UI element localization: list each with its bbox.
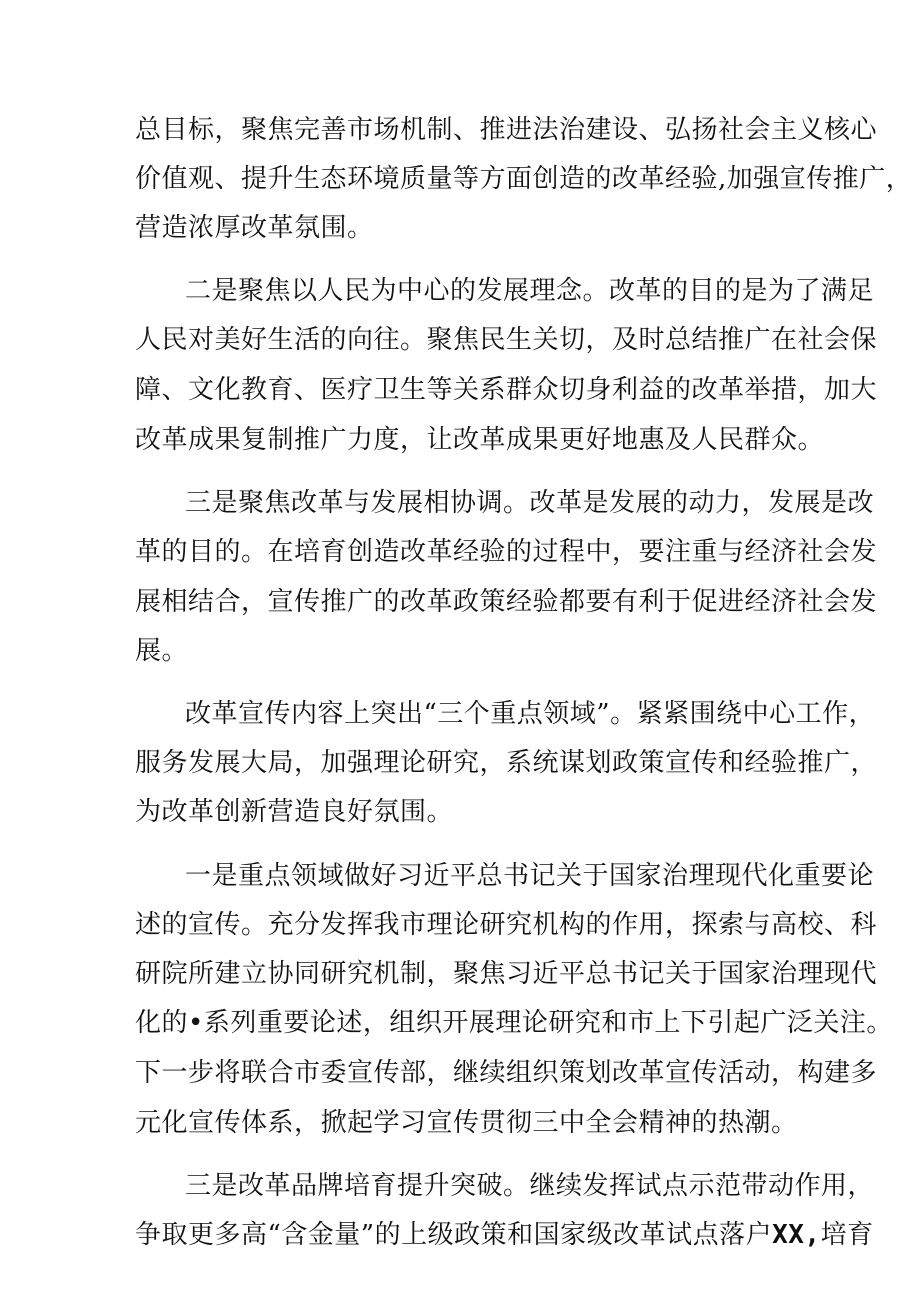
text-line: 营造浓厚改革氛围。	[135, 213, 374, 243]
text-line: 障、文化教育、医疗卫生等关系群众切身利益的改革举措，加大	[135, 375, 878, 405]
text-line: 为改革创新营造良好氛围。	[135, 797, 454, 827]
text-line: 三是改革品牌培育提升突破。继续发挥试点示范带动作用，	[185, 1171, 875, 1201]
text-line: 三是聚焦改革与发展相协调。改革是发展的动力，发展是改	[185, 488, 875, 518]
text-line: 述的宣传。充分发挥我市理论研究机构的作用，探索与高校、科	[135, 910, 878, 940]
text-segment: 培育	[820, 1220, 874, 1250]
text-line: 下一步将联合市委宣传部，继续组织策划改革宣传活动，构建多	[135, 1058, 878, 1088]
text-line: 改革宣传内容上突出“三个重点领域”。紧紧围绕中心工作，	[185, 699, 876, 729]
text-segment: 争取更多高“含金量”的上级政策和国家级改革试点落户	[135, 1220, 773, 1250]
text-line-final	[135, 1218, 874, 1252]
text-line: 一是重点领域做好习近平总书记关于国家治理现代化重要论	[185, 861, 875, 891]
placeholder-xx: XX,	[772, 1220, 821, 1250]
text-line: 服务发展大局，加强理论研究，系统谋划政策宣传和经验推广，	[135, 748, 878, 778]
text-line: 展。	[135, 636, 189, 666]
text-line: 改革成果复制推广力度，让改革成果更好地惠及人民群众。	[135, 425, 825, 455]
text-line: 总目标，聚焦完善市场机制、推进法治建设、弘扬社会主义核心	[135, 115, 878, 145]
text-line: 化的•系列重要论述，组织开展理论研究和市上下引起广泛关注。	[135, 1008, 893, 1038]
text-line: 二是聚焦以人民为中心的发展理念。改革的目的是为了满足	[185, 276, 875, 306]
text-line: 元化宣传体系，掀起学习宣传贯彻三中全会精神的热潮。	[135, 1108, 798, 1138]
text-line: 价值观、提升生态环境质量等方面创造的改革经验,加强宣传推广，	[135, 164, 913, 194]
text-line: 革的目的。在培育创造改革经验的过程中，要注重与经济社会发	[135, 537, 878, 567]
text-line: 展相结合，宣传推广的改革政策经验都要有利于促进经济社会发	[135, 587, 878, 617]
text-line: 人民对美好生活的向往。聚焦民生关切，及时总结推广在社会保	[135, 325, 878, 355]
text-line: 研院所建立协同研究机制，聚焦习近平总书记关于国家治理现代	[135, 959, 878, 989]
